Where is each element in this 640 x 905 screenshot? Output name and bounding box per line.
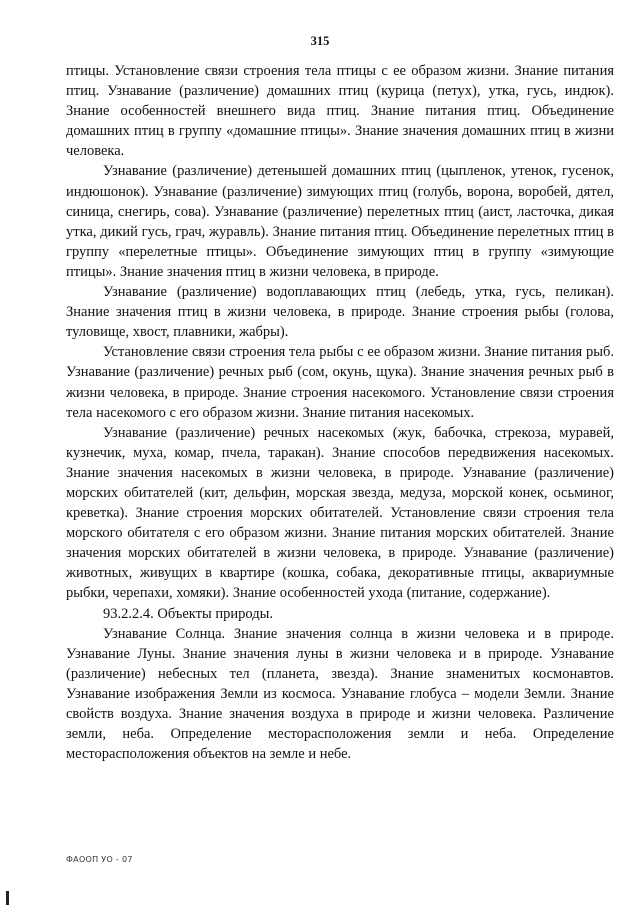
paragraph-waterfowl-fish-structure: Узнавание (различение) водоплавающих птиц (лебедь, утка, гусь, пеликан). Знание значения птиц в жизни человека, в природе. Знание строения рыбы (голова, туловище, хвост, плавники, жабры). [66, 284, 614, 341]
footer-code: ФАООП УО - 07 [66, 855, 133, 864]
document-body [66, 61, 614, 764]
paragraph-birds-domestic: птицы. Установление связи строения тела птицы с ее образом жизни. Знание питания птиц. Узнавание (различение) домашних птиц (курица (петух), утка, гусь, индюк). Знание особенностей внешнего вида птиц. Знание питания птиц. Объединение домашних птиц в группу «домашние птицы». Знание значения домашних птиц в жизни человека. [66, 63, 614, 160]
page-number: 315 [310, 34, 330, 48]
section-heading-nature-objects: 93.2.2.4. Объекты природы. [103, 605, 273, 622]
scan-edge-mark [6, 891, 9, 905]
paragraph-birds-wintering-migratory: Узнавание (различение) детенышей домашних птиц (цыпленок, утенок, гусенок, индюшонок). Узнавание (различение) зимующих птиц (голубь, ворона, воробей, дятел, синица, снегирь, сова). Узнавание (различение) перелетных птиц (аист, ласточка, дикая утка, дикий гусь, грач, журавль). Знание питания птиц. Объединение перелетных птиц в группу «перелетные птицы». Объединение зимующих птиц в группу «зимующие птицы». Знание значения птиц в жизни человека, в природе. [66, 163, 614, 280]
paragraph-celestial-objects: Узнавание Солнца. Знание значения солнца в жизни человека и в природе. Узнавание Луны. Знание значения луны в жизни человека и в природе. Узнавание (различение) небесных тел (планета, звезда). Знание знаменитых космонавтов. Узнавание изображения Земли из космоса. Узнавание глобуса – модели Земли. Знание свойств воздуха. Знание значения воздуха в природе и жизни человека. Различение земли, неба. Определение месторасположения земли и неба. Определение месторасположения объектов на земле и небе. [66, 625, 614, 763]
paragraph-fish-insects: Установление связи строения тела рыбы с ее образом жизни. Знание питания рыб. Узнавание (различение) речных рыб (сом, окунь, щука). Знание значения речных рыб в жизни человека, в природе. Знание строения насекомого. Установление связи строения тела насекомого с его образом жизни. Знание питания насекомых. [66, 344, 614, 421]
paragraph-insects-sea-pets: Узнавание (различение) речных насекомых (жук, бабочка, стрекоза, муравей, кузнечик, муха, комар, пчела, таракан). Знание способов передвижения насекомых. Знание значения насекомых в жизни человека, в природе. Узнавание (различение) морских обитателей (кит, дельфин, морская звезда, медуза, морской конек, осьминог, креветка). Знание строения морских обитателей. Установление связи строения тела морского обитателя с его образом жизни. Знание питания морских обитателей. Знание значения морских обитателей в жизни человека, в природе. Узнавание (различение) животных, живущих в квартире (кошка, собака, декоративные птицы, аквариумные рыбки, черепахи, хомяки). Знание особенностей ухода (питание, содержание). [66, 424, 614, 602]
